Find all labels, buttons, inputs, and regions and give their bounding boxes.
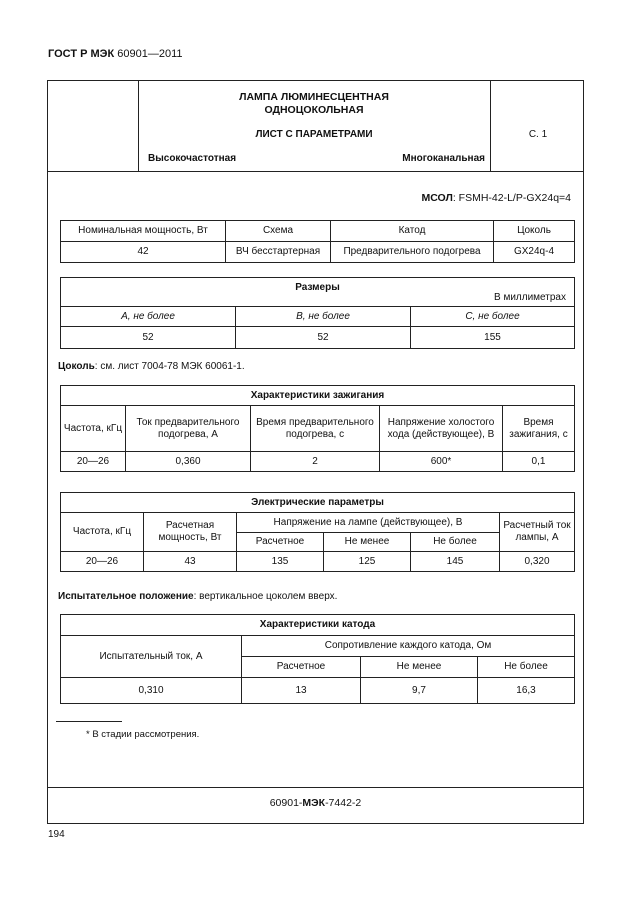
footnote-rule: [56, 721, 122, 722]
page-number: 194: [48, 829, 65, 840]
sheet-label: ЛИСТ С ПАРАМЕТРАМИ: [255, 129, 373, 140]
ignition-value: 0,1: [503, 452, 575, 472]
electrical-value: 0,320: [500, 552, 575, 572]
main-value-cell: ВЧ бесстартерная: [226, 242, 331, 263]
sheet-frame: [47, 80, 584, 824]
cathode-subheader: Не менее: [361, 657, 478, 678]
electrical-subheader: Не менее: [324, 533, 411, 552]
electrical-header-voltage: Напряжение на лампе (действующее), В: [237, 513, 500, 533]
lamp-type-right: Многоканальная: [402, 153, 485, 164]
cathode-header-test-current: Испытательный ток, А: [61, 636, 242, 678]
dimension-header: A, не более: [61, 307, 236, 327]
electrical-subheader: Расчетное: [237, 533, 324, 552]
cathode-header-resistance: Сопротивление каждого катода, Ом: [242, 636, 575, 657]
cathode-value: 0,310: [61, 678, 242, 704]
footnote: * В стадии рассмотрения.: [86, 729, 200, 740]
ignition-header: Ток предварительного подогрева, А: [126, 406, 251, 452]
ignition-header: Время предварительного подогрева, с: [251, 406, 380, 452]
dimension-value: 52: [236, 327, 411, 349]
mscol-designation: МСОЛ: FSMH-42-L/P-GX24q=4: [421, 192, 571, 204]
sheet-title: ЛАМПА ЛЮМИНЕСЦЕНТНАЯ ОДНОЦОКОЛЬНАЯ: [239, 91, 389, 116]
ignition-value: 2: [251, 452, 380, 472]
dimensions-title-cell: [61, 278, 575, 307]
cathode-value: 13: [242, 678, 361, 704]
electrical-subheader: Не более: [411, 533, 500, 552]
main-header-cell: Номинальная мощность, Вт: [61, 221, 226, 242]
dimension-value: 155: [411, 327, 575, 349]
ignition-header: Частота, кГц: [61, 406, 126, 452]
cathode-value: 16,3: [478, 678, 575, 704]
dimensions-unit: В миллиметрах: [494, 292, 566, 303]
dimension-value: 52: [61, 327, 236, 349]
ignition-table: [60, 385, 575, 472]
test-position-note: Испытательное положение: вертикальное цоколем вверх.: [58, 591, 338, 602]
ignition-title: Характеристики зажигания: [61, 386, 575, 406]
sheet-page-ref: С. 1: [528, 129, 548, 140]
cathode-value: 9,7: [361, 678, 478, 704]
electrical-header-current: Расчетный ток лампы, А: [500, 513, 575, 552]
base-note: Цоколь: см. лист 7004-78 МЭК 60061-1.: [58, 361, 245, 372]
main-header-cell: Катод: [331, 221, 494, 242]
electrical-value: 135: [237, 552, 324, 572]
dimensions-table: [60, 277, 575, 349]
ignition-header: Напряжение холостого хода (действующее), В: [380, 406, 503, 452]
electrical-value: 20—26: [61, 552, 144, 572]
main-header-cell: Цоколь: [494, 221, 575, 242]
ignition-header: Время зажигания, с: [503, 406, 575, 452]
main-value-cell: GX24q-4: [494, 242, 575, 263]
cathode-table: [60, 614, 575, 704]
cathode-subheader: Не более: [478, 657, 575, 678]
electrical-value: 43: [144, 552, 237, 572]
main-value-cell: 42: [61, 242, 226, 263]
main-parameters-table: [60, 220, 575, 263]
ignition-value: 20—26: [61, 452, 126, 472]
cathode-subheader: Расчетное: [242, 657, 361, 678]
main-value-cell: Предварительного подогрева: [331, 242, 494, 263]
cathode-title: Характеристики катода: [61, 615, 575, 636]
dimension-header: C, не более: [411, 307, 575, 327]
electrical-title: Электрические параметры: [61, 493, 575, 513]
document-code: ГОСТ Р МЭК 60901—2011: [48, 48, 183, 60]
lamp-type-left: Высокочастотная: [148, 153, 237, 164]
electrical-header-power: Расчетная мощность, Вт: [144, 513, 237, 552]
electrical-table: [60, 492, 575, 572]
ignition-value: 0,360: [126, 452, 251, 472]
electrical-value: 145: [411, 552, 500, 572]
electrical-value: 125: [324, 552, 411, 572]
sheet-code: 60901-МЭК-7442-2: [269, 797, 362, 809]
dimension-header: B, не более: [236, 307, 411, 327]
dimensions-title: Размеры: [295, 282, 340, 293]
main-header-cell: Схема: [226, 221, 331, 242]
ignition-value: 600*: [380, 452, 503, 472]
electrical-header-frequency: Частота, кГц: [61, 513, 144, 552]
